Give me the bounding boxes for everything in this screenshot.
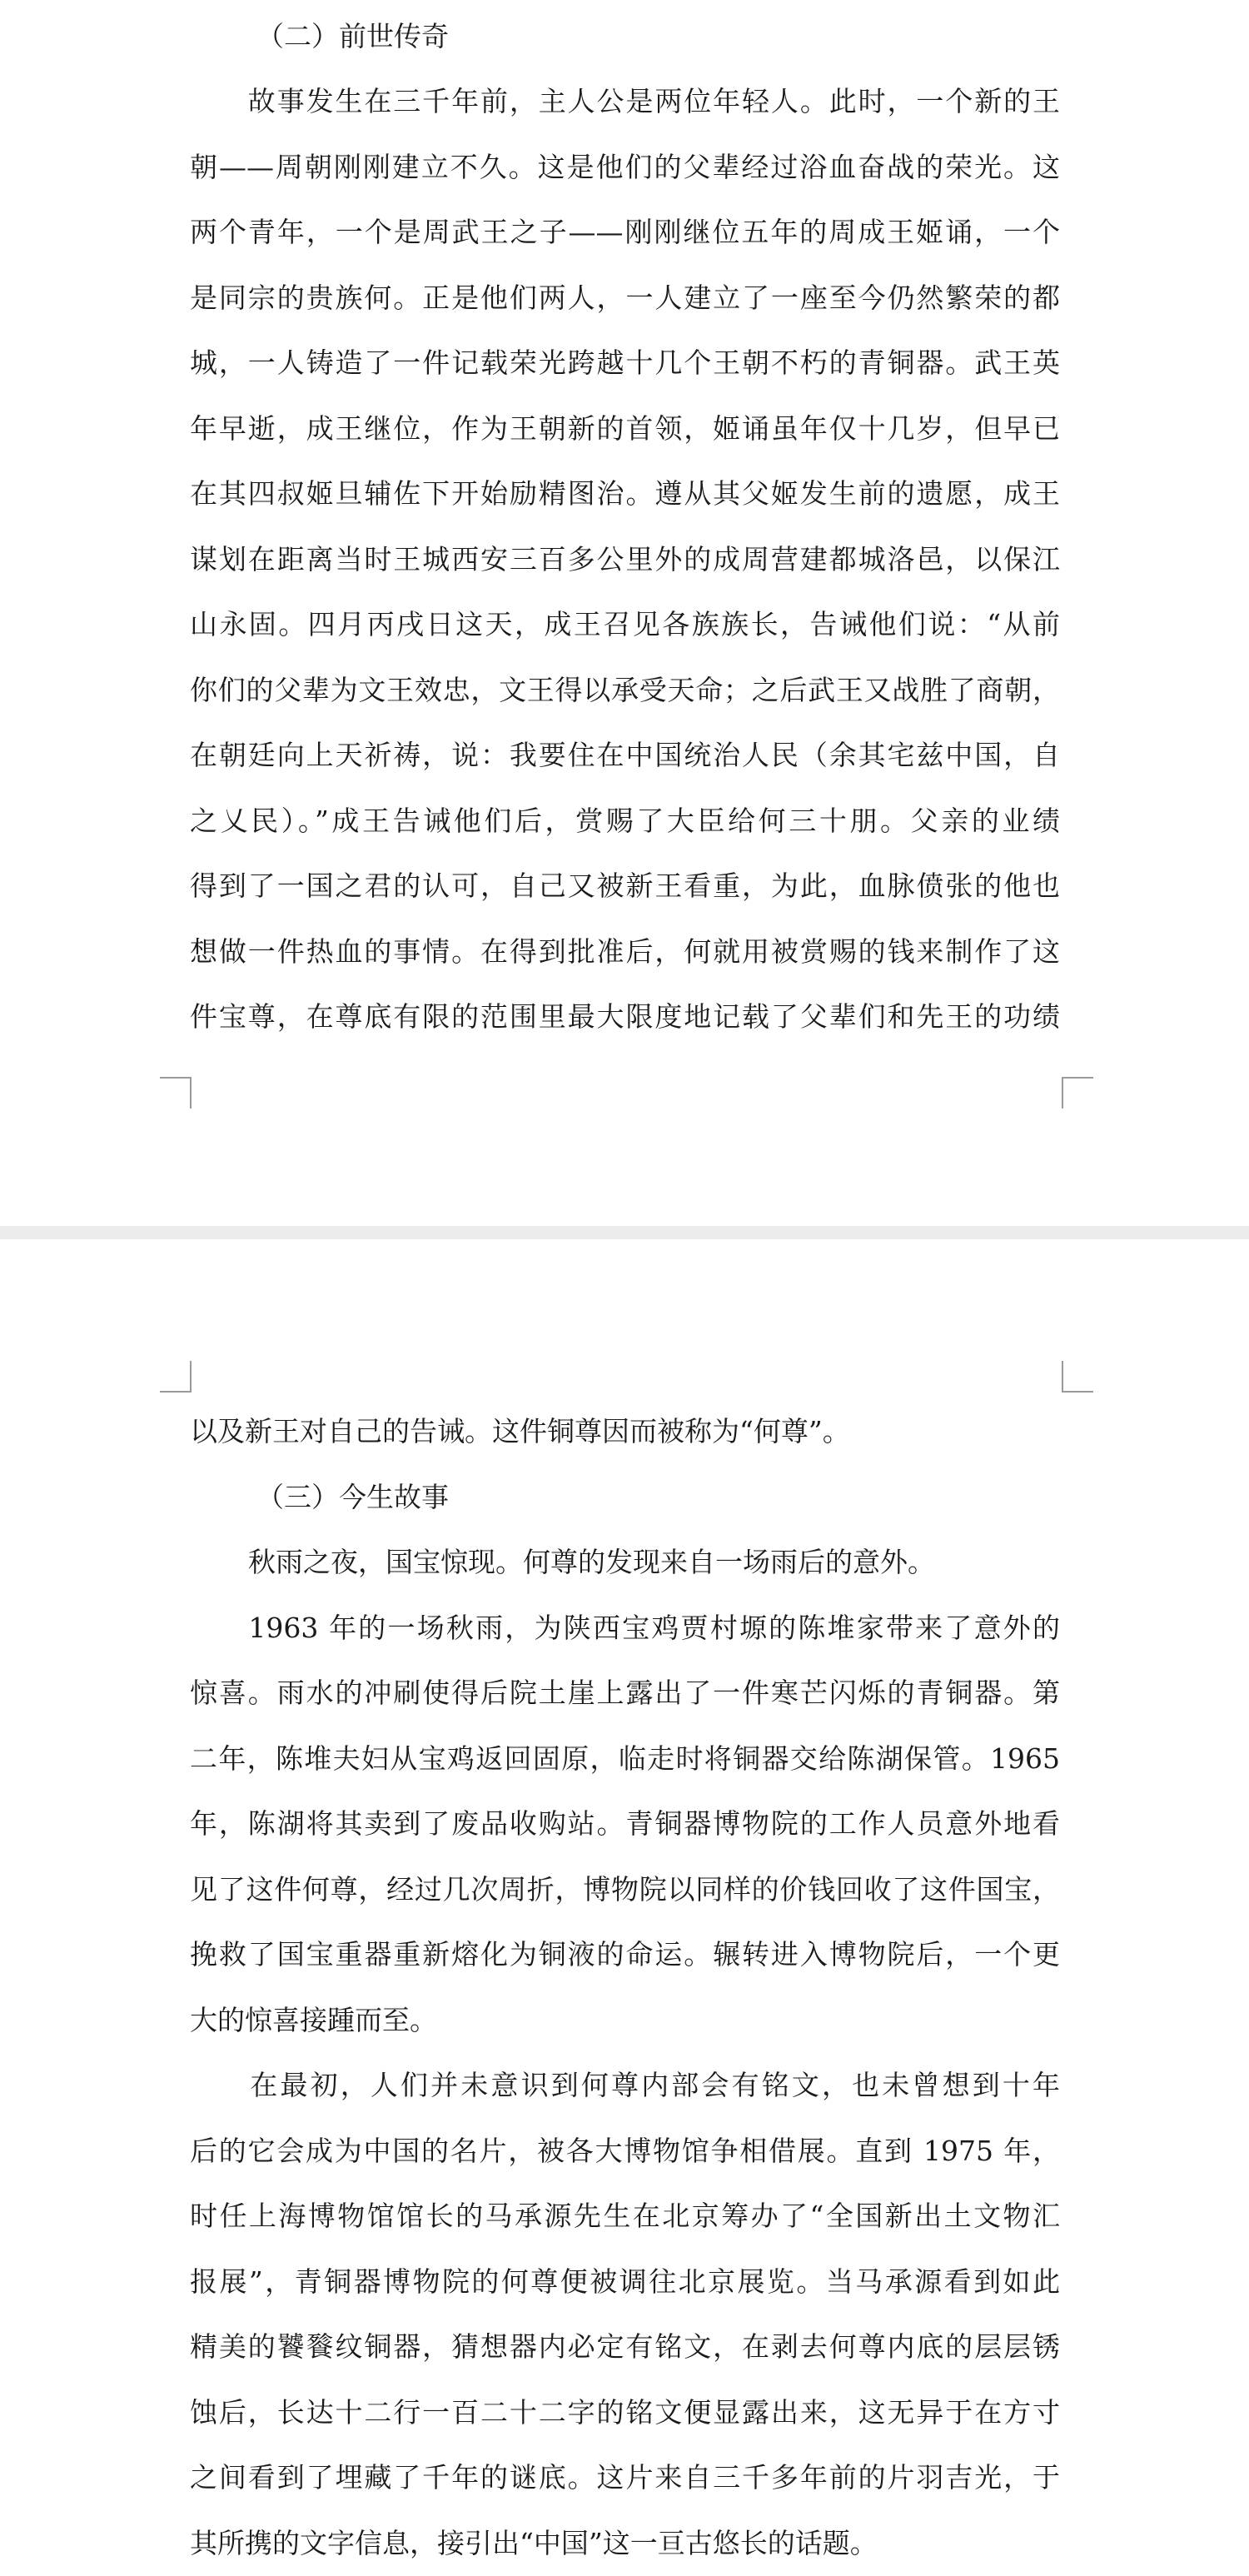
text-line: 在其四叔姬旦辅佐下开始励精图治。遵从其父姬发生前的遗愿，成王 — [190, 461, 1060, 527]
page-break — [0, 1226, 1249, 1239]
section-heading-3: （三）今生故事 — [256, 1465, 1006, 1531]
text-line: 年早逝，成王继位，作为王朝新的首领，姬诵虽年仅十几岁，但早已 — [190, 396, 1060, 462]
text-line: 朝——周朝刚刚建立不久。这是他们的父辈经过浴血奋战的荣光。这 — [190, 135, 1060, 201]
text-line: 想做一件热血的事情。在得到批准后，何就用被赏赐的钱来制作了这 — [190, 919, 1060, 985]
text-line: 谋划在距离当时王城西安三百多公里外的成周营建都城洛邑，以保江 — [190, 527, 1060, 593]
margin-corner-mark — [160, 1361, 192, 1393]
text-line: 件宝尊，在尊底有限的范围里最大限度地记载了父辈们和先王的功绩 — [190, 984, 1060, 1050]
text-line: 挽救了国宝重器重新熔化为铜液的命运。辗转进入博物院后，一个更 — [190, 1922, 1060, 1988]
text-line: 之乂民）。”成王告诫他们后，赏赐了大臣给何三十朋。父亲的业绩 — [190, 789, 1060, 855]
text-line: 大的惊喜接踵而至。 — [190, 1988, 1060, 2054]
text-line: 在最初，人们并未意识到何尊内部会有铭文，也未曾想到十年 — [190, 2053, 1060, 2119]
text-line: 之间看到了埋藏了千年的谜底。这片来自三千多年前的片羽吉光，于 — [190, 2445, 1060, 2511]
margin-corner-mark — [1062, 1361, 1093, 1393]
margin-corner-mark — [160, 1077, 192, 1109]
text-line: 年，陈湖将其卖到了废品收购站。青铜器博物院的工作人员意外地看 — [190, 1791, 1060, 1857]
text-line: 惊喜。雨水的冲刷使得后院土崖上露出了一件寒芒闪烁的青铜器。第 — [190, 1661, 1060, 1726]
margin-corner-mark — [1062, 1077, 1093, 1109]
text-line: 后的它会成为中国的名片，被各大博物馆争相借展。直到 1975 年， — [190, 2119, 1060, 2185]
text-line: 精美的饕餮纹铜器，猜想器内必定有铭文，在剥去何尊内底的层层锈 — [190, 2314, 1060, 2380]
text-line: 时任上海博物馆馆长的马承源先生在北京筹办了“全国新出土文物汇 — [190, 2184, 1060, 2250]
text-line: 蚀后，长达十二行一百二十二字的铭文便显露出来，这无异于在方寸 — [190, 2380, 1060, 2446]
document-page-1 — [0, 0, 1249, 1226]
text-line: 两个青年，一个是周武王之子——刚刚继位五年的周成王姬诵，一个 — [190, 200, 1060, 266]
text-line: 见了这件何尊，经过几次周折，博物院以同样的价钱回收了这件国宝， — [190, 1857, 1060, 1923]
text-line: 山永固。四月丙戌日这天，成王召见各族族长，告诫他们说：“从前 — [190, 592, 1060, 658]
text-line: 故事发生在三千年前，主人公是两位年轻人。此时，一个新的王 — [190, 69, 1060, 135]
text-line: 是同宗的贵族何。正是他们两人，一人建立了一座至今仍然繁荣的都 — [190, 266, 1060, 331]
text-line: 你们的父辈为文王效忠，文王得以承受天命；之后武王又战胜了商朝， — [190, 658, 1060, 724]
document-page-2 — [0, 1239, 1249, 2563]
text-line: 得到了一国之君的认可，自己又被新王看重，为此，血脉偾张的他也 — [190, 854, 1060, 919]
text-line: 二年，陈堆夫妇从宝鸡返回固原，临走时将铜器交给陈湖保管。1965 — [190, 1726, 1060, 1792]
intro-line: 秋雨之夜，国宝惊现。何尊的发现来自一场雨后的意外。 — [248, 1530, 1060, 1596]
text-line: 1963 年的一场秋雨，为陕西宝鸡贾村塬的陈堆家带来了意外的 — [190, 1596, 1060, 1662]
text-line: 在朝廷向上天祈祷，说：我要住在中国统治人民（余其宅兹中国，自 — [190, 723, 1060, 789]
text-line: 以及新王对自己的告诫。这件铜尊因而被称为“何尊”。 — [190, 1399, 1060, 1465]
text-line: 城，一人铸造了一件记载荣光跨越十几个王朝不朽的青铜器。武王英 — [190, 331, 1060, 396]
text-line: 其所携的文字信息，接引出“中国”这一亘古悠长的话题。 — [190, 2511, 1060, 2576]
text-line: 报展”，青铜器博物院的何尊便被调往北京展览。当马承源看到如此 — [190, 2250, 1060, 2315]
section-heading-2: （二）前世传奇 — [256, 4, 1006, 70]
